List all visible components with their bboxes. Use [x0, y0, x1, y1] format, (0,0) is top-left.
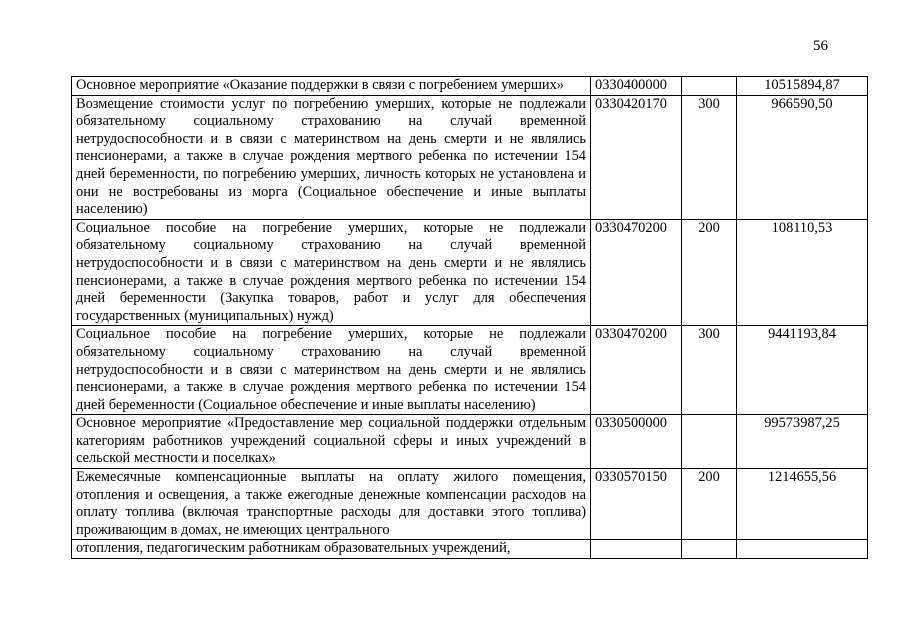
row-target-code: 0330470200	[591, 219, 682, 326]
row-expense-type: 200	[682, 219, 737, 326]
row-description: Социальное пособие на погребение умерших, которые не подлежали обязательному социальному страхованию на случай временной нетрудоспособности и в связи с материнством на день смерти и не являлись пенсионерами, а также в случае рождения мертвого ребенка по истечении 154 дней беременности (Социальное обеспечение и иные выплаты населению)	[72, 326, 591, 415]
row-amount: 966590,50	[737, 95, 868, 219]
row-amount: 108110,53	[737, 219, 868, 326]
table-row	[72, 219, 868, 326]
row-amount: 10515894,87	[737, 77, 868, 96]
table-row	[72, 77, 868, 96]
row-amount: 1214655,56	[737, 469, 868, 540]
row-description: Основное мероприятие «Оказание поддержки в связи с погребением умерших»	[72, 77, 591, 96]
row-description-continued: отопления, педагогическим работникам образовательных учреждений,	[72, 540, 591, 559]
page-number: 56	[813, 38, 828, 54]
row-target-code: 0330500000	[591, 415, 682, 469]
table-row	[72, 415, 868, 469]
row-target-code	[591, 540, 682, 559]
row-amount: 99573987,25	[737, 415, 868, 469]
row-description: Ежемесячные компенсационные выплаты на оплату жилого помещения, отопления и освещения, а также ежегодные денежные компенсации расходов на оплату топлива (включая транспортные расходы для доставки этого топлива) проживающим в домах, не имеющих центрального	[72, 469, 591, 540]
row-expense-type: 200	[682, 469, 737, 540]
table-row	[72, 469, 868, 540]
table-row	[72, 95, 868, 219]
row-expense-type: 300	[682, 95, 737, 219]
row-expense-type: 300	[682, 326, 737, 415]
row-expense-type	[682, 77, 737, 96]
row-description: Социальное пособие на погребение умерших, которые не подлежали обязательному социальному страхованию на случай временной нетрудоспособности и в связи с материнством на день смерти и не являлись пенсионерами, а также в случае рождения мертвого ребенка по истечении 154 дней беременности (Закупка товаров, работ и услуг для обеспечения государственных (муниципальных) нужд)	[72, 219, 591, 326]
row-target-code: 0330570150	[591, 469, 682, 540]
row-amount	[737, 540, 868, 559]
row-description: Возмещение стоимости услуг по погребению умерших, которые не подлежали обязательному социальному страхованию на случай временной нетрудоспособности и в связи с материнством на день смерти и не являлись пенсионерами, а также в случае рождения мертвого ребенка по истечении 154 дней беременности, по погребению умерших, личность которых не установлена и они не востребованы из морга (Социальное обеспечение и иные выплаты населению)	[72, 95, 591, 219]
table-row	[72, 326, 868, 415]
row-expense-type	[682, 415, 737, 469]
budget-table	[71, 76, 868, 559]
row-target-code: 0330420170	[591, 95, 682, 219]
row-description: Основное мероприятие «Предоставление мер социальной поддержки отдельным категориям работников учреждений социальной сферы и иных учреждений в сельской местности и поселках»	[72, 415, 591, 469]
row-amount: 9441193,84	[737, 326, 868, 415]
row-target-code: 0330470200	[591, 326, 682, 415]
row-expense-type	[682, 540, 737, 559]
table-row-continued	[72, 540, 868, 559]
row-target-code: 0330400000	[591, 77, 682, 96]
